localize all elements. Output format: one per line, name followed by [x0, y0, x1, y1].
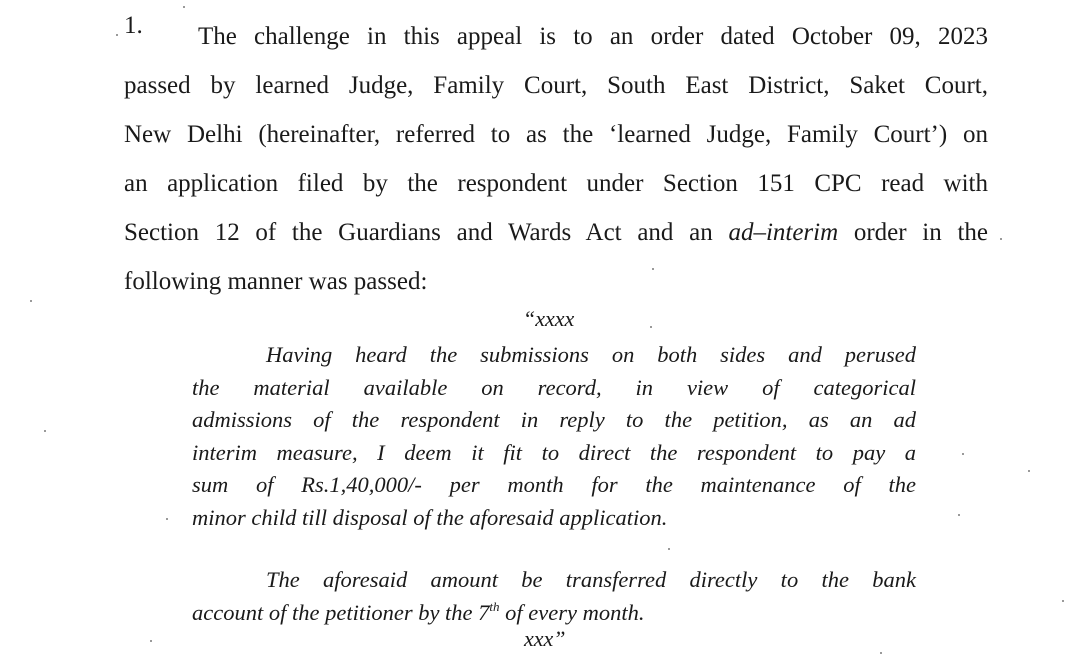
quoted-order-paragraph-2 [192, 564, 916, 629]
quote-line: interim measure, I deem it fit to direct the respondent to pay a [192, 439, 916, 465]
line-text: of every month. [499, 599, 645, 625]
scan-speck [958, 514, 960, 516]
paragraph-line [124, 208, 988, 257]
scan-speck [1062, 600, 1064, 602]
scan-speck [44, 430, 46, 432]
paragraph-line: an application filed by the respondent under Section 151 CPC read with [124, 170, 988, 197]
superscript: th [489, 598, 500, 614]
scan-speck [150, 640, 152, 642]
scan-speck [1000, 238, 1002, 240]
line-text: Section 12 of the Guardians and Wards Act and an [124, 219, 729, 246]
paragraph-line: New Delhi (hereinafter, referred to as the ‘learned Judge, Family Court’) on [124, 121, 988, 148]
quote-line: admissions of the respondent in reply to the petition, as an ad [192, 407, 916, 432]
paragraph-line: following manner was passed: [124, 268, 428, 295]
quote-line: The aforesaid amount be transferred directly to the bank [266, 567, 916, 592]
scan-speck [962, 453, 964, 455]
quote-line: minor child till disposal of the aforesaid application. [192, 504, 668, 530]
line-text: order in the [838, 219, 988, 246]
scan-speck [668, 548, 670, 550]
quote-open: “xxxx [523, 306, 575, 331]
scan-speck [116, 34, 118, 36]
scan-speck [650, 326, 652, 328]
quote-close: xxx” [524, 626, 566, 651]
quote-line: Having heard the submissions on both sides and perused [266, 342, 916, 367]
paragraph-line: The challenge in this appeal is to an order dated October 09, 2023 [198, 23, 988, 50]
scan-speck [183, 6, 185, 8]
quote-line: the material available on record, in view of categorical [192, 374, 916, 400]
scan-speck [880, 652, 882, 654]
emphasis-text: ad–interim [728, 219, 839, 246]
scan-speck [30, 300, 32, 302]
scan-speck [166, 518, 168, 520]
paragraph-line: passed by learned Judge, Family Court, South East District, Saket Court, [124, 72, 988, 99]
quote-line [192, 597, 916, 630]
paragraph-body [124, 12, 988, 306]
quote-line: sum of Rs.1,40,000/- per month for the maintenance of the [192, 472, 916, 497]
line-text: account of the petitioner by the 7 [192, 599, 490, 625]
scan-speck [652, 268, 654, 270]
scan-speck [1028, 470, 1030, 472]
paragraph-number: 1. [124, 12, 143, 39]
quoted-order-paragraph-1 [192, 339, 916, 534]
